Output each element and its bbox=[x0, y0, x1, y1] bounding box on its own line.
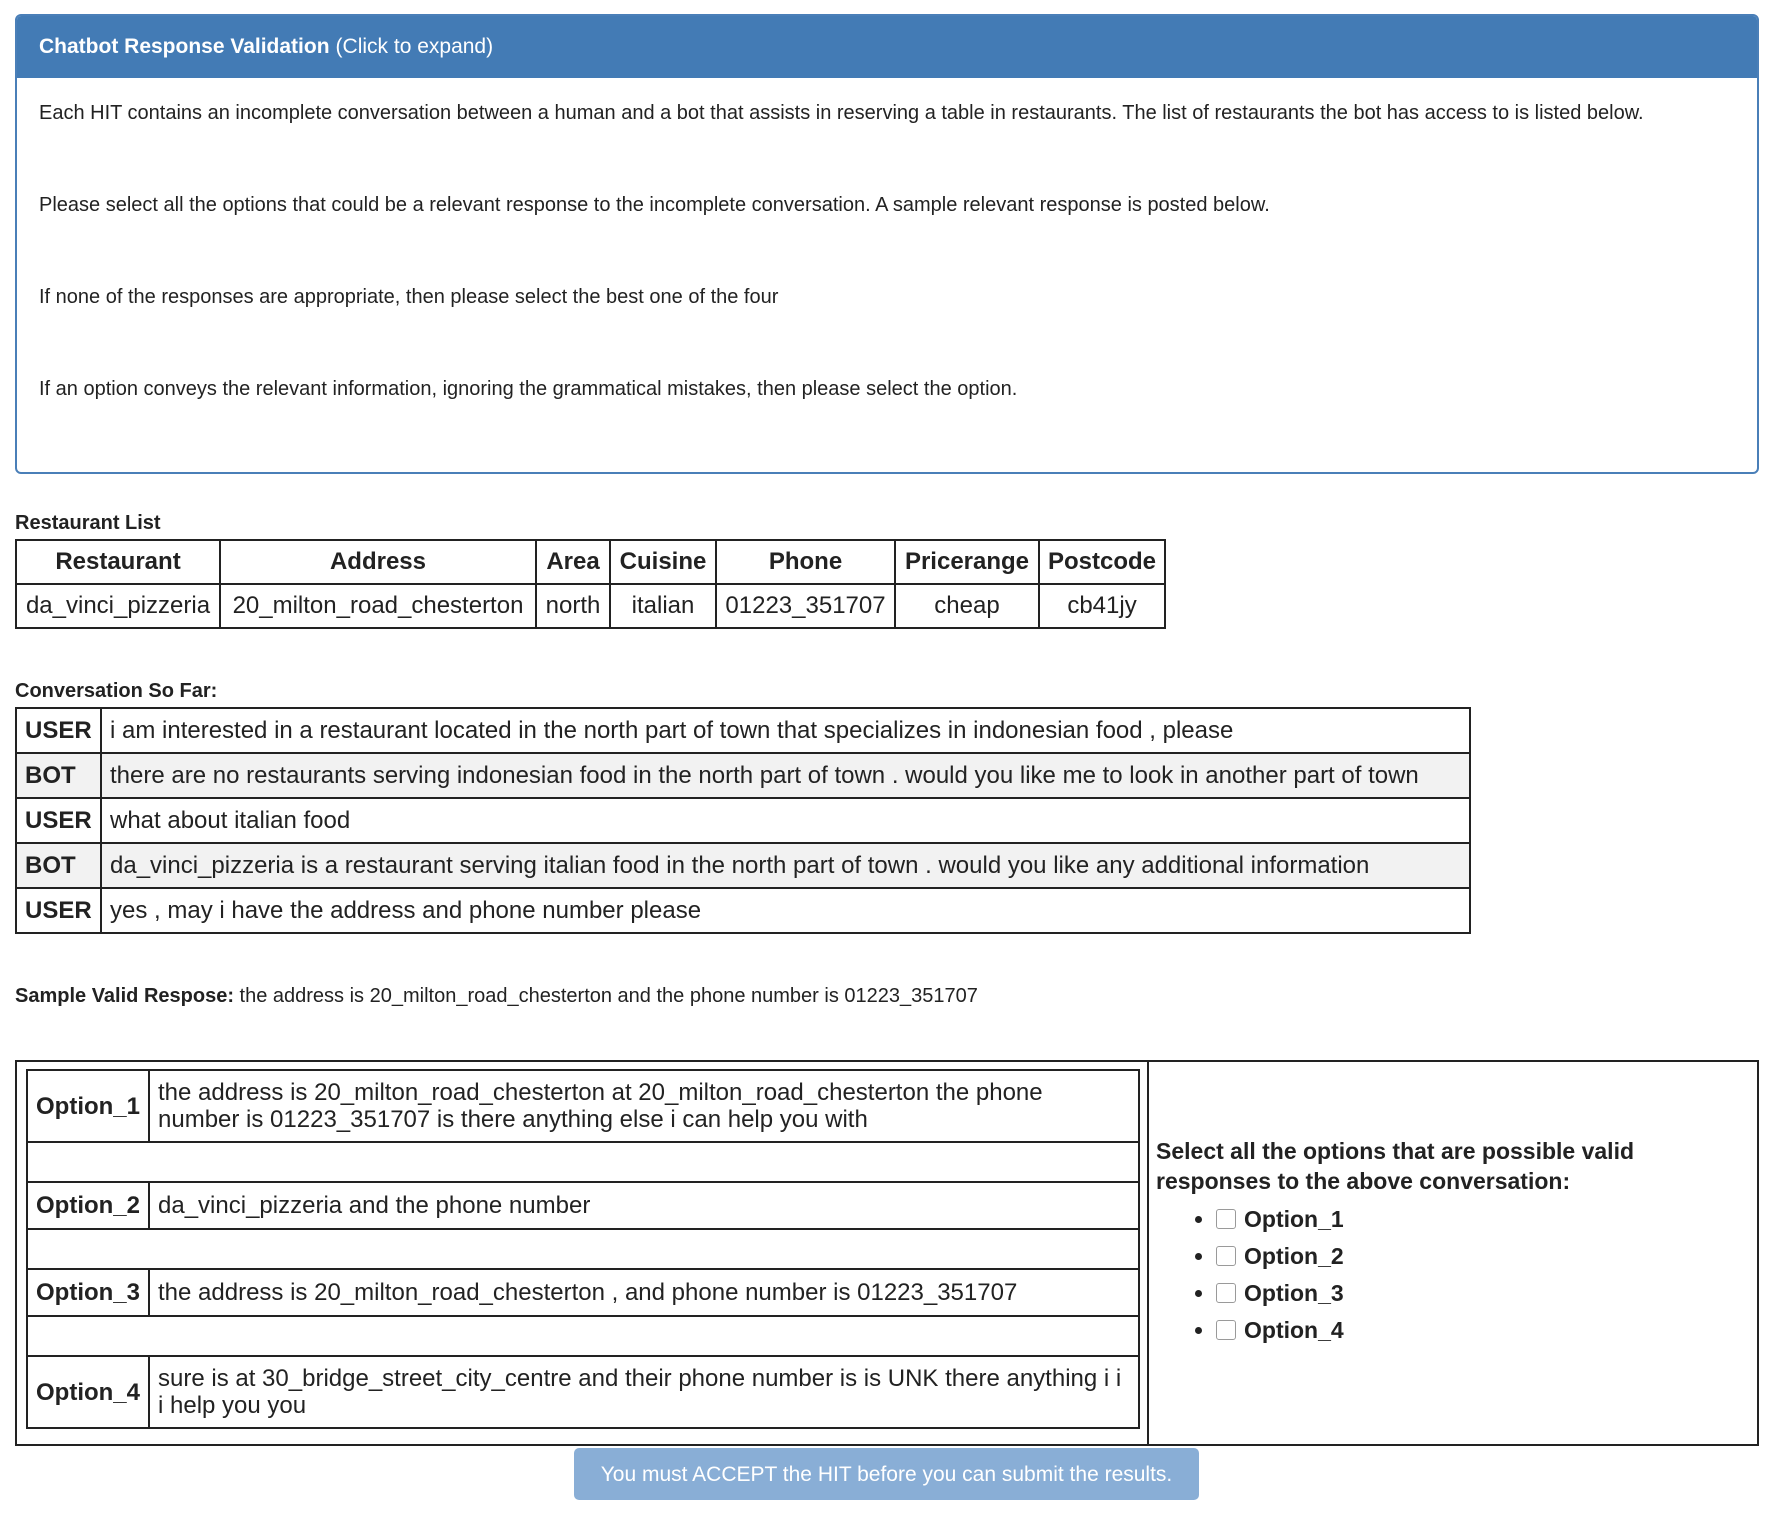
col-header-pricerange: Pricerange bbox=[895, 540, 1039, 584]
col-header-postcode: Postcode bbox=[1039, 540, 1165, 584]
option-name: Option_3 bbox=[27, 1269, 149, 1316]
option-3-label[interactable] bbox=[1216, 1280, 1344, 1306]
cell-address: 20_milton_road_chesterton bbox=[220, 584, 536, 628]
option-text: the address is 20_milton_road_chesterton , and phone number is 01223_351707 bbox=[149, 1269, 1139, 1316]
option-3-checkbox[interactable] bbox=[1216, 1283, 1236, 1303]
option-4-checkbox[interactable] bbox=[1216, 1320, 1236, 1340]
conversation-table bbox=[15, 707, 1471, 934]
col-header-area: Area bbox=[536, 540, 610, 584]
option-4-choice-label: Option_4 bbox=[1244, 1317, 1344, 1343]
option-spacer bbox=[27, 1316, 1139, 1356]
turn-text: there are no restaurants serving indonesian food in the north part of town . would you like me to look in another part of town bbox=[101, 753, 1470, 798]
options-table bbox=[26, 1069, 1140, 1429]
conversation-turn bbox=[16, 798, 1470, 843]
col-header-restaurant: Restaurant bbox=[16, 540, 220, 584]
cell-postcode: cb41jy bbox=[1039, 584, 1165, 628]
cell-restaurant: da_vinci_pizzeria bbox=[16, 584, 220, 628]
instruction-paragraph: If none of the responses are appropriate, then please select the best one of the four bbox=[39, 286, 779, 308]
restaurant-list-label: Restaurant List bbox=[15, 512, 161, 534]
option-row bbox=[27, 1356, 1139, 1428]
option-2-choice-label: Option_2 bbox=[1244, 1243, 1344, 1269]
option-3-choice-label: Option_3 bbox=[1244, 1280, 1344, 1306]
option-4-label[interactable] bbox=[1216, 1317, 1344, 1343]
instruction-paragraph: Each HIT contains an incomplete conversation between a human and a bot that assists in reserving a table in restaurants. The list of restaurants the bot has access to is listed below. bbox=[39, 102, 1644, 124]
turn-speaker: USER bbox=[16, 708, 101, 753]
conversation-turn bbox=[16, 708, 1470, 753]
option-name: Option_1 bbox=[27, 1070, 149, 1142]
instruction-paragraph: If an option conveys the relevant information, ignoring the grammatical mistakes, then please select the option. bbox=[39, 378, 1018, 400]
sample-response bbox=[15, 985, 978, 1008]
instructions-panel bbox=[15, 14, 1759, 474]
instructions-body bbox=[17, 78, 1757, 424]
cell-area: north bbox=[536, 584, 610, 628]
turn-text: yes , may i have the address and phone number please bbox=[101, 888, 1470, 933]
selection-item bbox=[1216, 1315, 1716, 1352]
col-header-address: Address bbox=[220, 540, 536, 584]
conversation-turn bbox=[16, 753, 1470, 798]
turn-text: i am interested in a restaurant located in the north part of town that specializes in indonesian food , please bbox=[101, 708, 1470, 753]
option-text: sure is at 30_bridge_street_city_centre and their phone number is is UNK there anything i i i help you you bbox=[149, 1356, 1139, 1428]
conversation-turn bbox=[16, 843, 1470, 888]
option-name: Option_2 bbox=[27, 1182, 149, 1229]
option-text: da_vinci_pizzeria and the phone number bbox=[149, 1182, 1139, 1229]
instructions-title: Chatbot Response Validation bbox=[39, 35, 330, 58]
restaurant-table bbox=[15, 539, 1166, 629]
restaurant-row bbox=[16, 584, 1165, 628]
option-2-checkbox[interactable] bbox=[1216, 1246, 1236, 1266]
selection-item bbox=[1216, 1278, 1716, 1315]
option-spacer-row bbox=[27, 1316, 1139, 1356]
option-row bbox=[27, 1269, 1139, 1316]
restaurant-header-row bbox=[16, 540, 1165, 584]
option-1-choice-label: Option_1 bbox=[1244, 1206, 1344, 1232]
selection-item bbox=[1216, 1204, 1716, 1241]
turn-speaker: BOT bbox=[16, 753, 101, 798]
options-container bbox=[15, 1060, 1759, 1446]
conversation-turn bbox=[16, 888, 1470, 933]
selection-list bbox=[1156, 1204, 1716, 1352]
cell-phone: 01223_351707 bbox=[716, 584, 895, 628]
option-spacer-row bbox=[27, 1229, 1139, 1269]
sample-response-text: the address is 20_milton_road_chesterton and the phone number is 01223_351707 bbox=[239, 985, 978, 1007]
option-1-checkbox[interactable] bbox=[1216, 1209, 1236, 1229]
option-spacer bbox=[27, 1142, 1139, 1182]
conversation-label: Conversation So Far: bbox=[15, 680, 218, 702]
col-header-phone: Phone bbox=[716, 540, 895, 584]
cell-cuisine: italian bbox=[610, 584, 716, 628]
option-name: Option_4 bbox=[27, 1356, 149, 1428]
option-spacer bbox=[27, 1229, 1139, 1269]
turn-text: da_vinci_pizzeria is a restaurant serving italian food in the north part of town . would you like any additional information bbox=[101, 843, 1470, 888]
option-2-label[interactable] bbox=[1216, 1243, 1344, 1269]
col-header-cuisine: Cuisine bbox=[610, 540, 716, 584]
instructions-expand-hint: (Click to expand) bbox=[335, 35, 494, 58]
turn-speaker: BOT bbox=[16, 843, 101, 888]
option-spacer-row bbox=[27, 1142, 1139, 1182]
selection-item bbox=[1216, 1241, 1716, 1278]
turn-speaker: USER bbox=[16, 888, 101, 933]
selection-panel bbox=[1156, 1136, 1716, 1352]
turn-text: what about italian food bbox=[101, 798, 1470, 843]
sample-response-label: Sample Valid Respose: bbox=[15, 985, 234, 1007]
turn-speaker: USER bbox=[16, 798, 101, 843]
instructions-header[interactable] bbox=[17, 16, 1757, 78]
option-1-label[interactable] bbox=[1216, 1206, 1344, 1232]
cell-pricerange: cheap bbox=[895, 584, 1039, 628]
submit-button[interactable]: You must ACCEPT the HIT before you can submit the results. bbox=[574, 1448, 1199, 1500]
selection-question: Select all the options that are possible valid responses to the above conversation: bbox=[1156, 1138, 1635, 1194]
instruction-paragraph: Please select all the options that could be a relevant response to the incomplete conversation. A sample relevant response is posted below. bbox=[39, 194, 1270, 216]
option-row bbox=[27, 1182, 1139, 1229]
options-divider bbox=[1147, 1062, 1149, 1444]
option-text: the address is 20_milton_road_chesterton at 20_milton_road_chesterton the phone number is 01223_351707 is there anything else i can help you with bbox=[149, 1070, 1139, 1142]
option-row bbox=[27, 1070, 1139, 1142]
